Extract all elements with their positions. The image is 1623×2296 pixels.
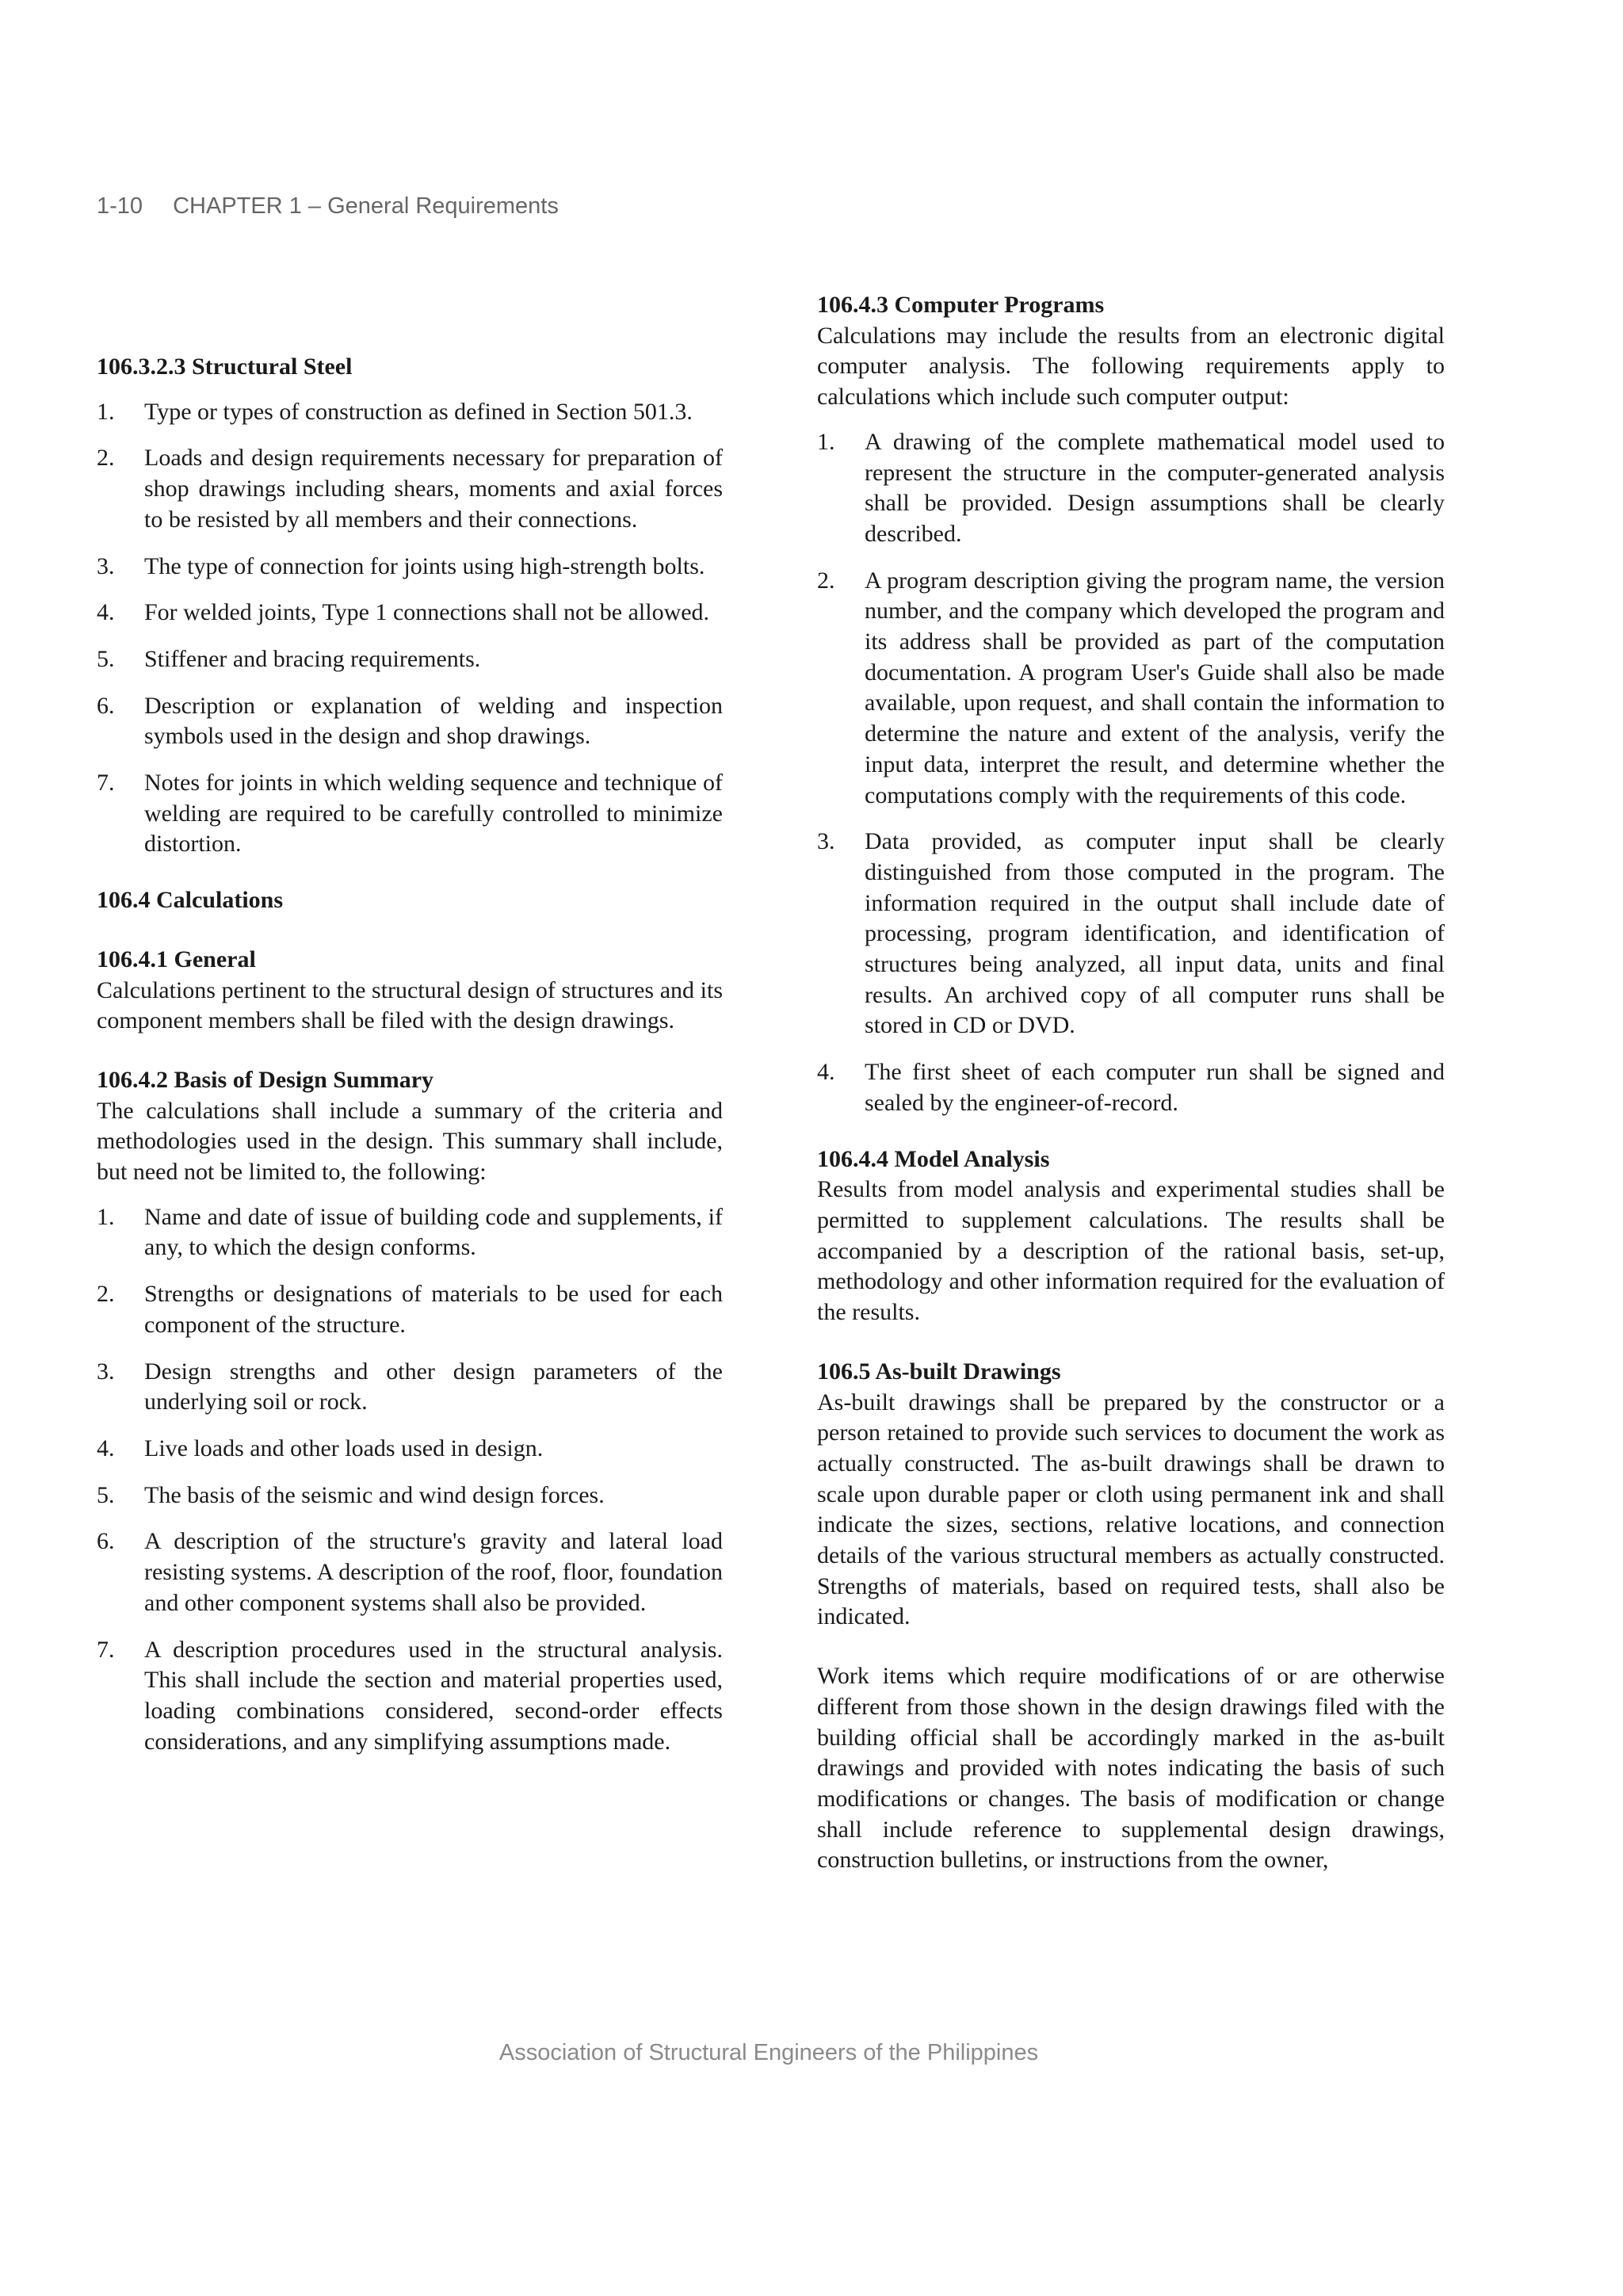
list-item-text: Notes for joints in which welding sequence and technique of welding are required to be carefully controlled to minimize distortion.: [144, 770, 723, 858]
list-item: [97, 691, 723, 752]
computer-programs-paragraph: Calculations may include the results from an electronic digital computer analysis. The following requirements apply to calculations which include such computer output:: [817, 322, 1445, 411]
list-item-text: The first sheet of each computer run shall be signed and sealed by the engineer-of-record.: [865, 1059, 1445, 1116]
list-item: [817, 1057, 1445, 1118]
list-item: [97, 397, 723, 428]
list-item-text: Description or explanation of welding and inspection symbols used in the design and shop drawings.: [144, 692, 723, 750]
list-item-number: 5.: [97, 1481, 115, 1508]
list-item-number: 3.: [817, 828, 835, 855]
list-item: [97, 443, 723, 535]
right-column: [817, 290, 1445, 1876]
list-item-number: 1.: [817, 428, 835, 455]
list-item-text: A description of the structure's gravity and lateral load resisting systems. A description of the roof, floor, foundation and other component systems shall also be provided.: [144, 1528, 723, 1616]
left-column: [97, 352, 723, 1773]
list-item-number: 7.: [97, 770, 115, 797]
list-item: [97, 1357, 723, 1418]
list-item: [97, 1279, 723, 1340]
list-item-number: 6.: [97, 1528, 115, 1555]
list-item: [97, 1202, 723, 1263]
list-item-number: 6.: [97, 692, 115, 719]
list-item-number: 2.: [817, 567, 835, 594]
list-item: [817, 566, 1445, 812]
page-number: 1-10: [97, 193, 143, 219]
list-item-text: The basis of the seismic and wind design forces.: [144, 1481, 605, 1508]
list-item-text: Name and date of issue of building code and supplements, if any, to which the design conforms.: [144, 1203, 723, 1261]
list-item: [97, 552, 723, 583]
list-item-number: 7.: [97, 1636, 115, 1663]
list-item-text: Stiffener and bracing requirements.: [144, 645, 481, 672]
basis-of-design-list: [97, 1202, 723, 1758]
list-item: [817, 427, 1445, 550]
list-item: [97, 644, 723, 675]
running-header: [97, 193, 559, 220]
list-item-text: A program description giving the program name, the version number, and the company which developed the program and its address shall be provided as part of the computation documentation. A program User's Guide shall also be made available, upon request, and shall contain the information to determine the nature and extent of the analysis, verify the input data, interpret the result, and determine whether the computations comply with the requirements of this code.: [865, 567, 1445, 808]
list-item-text: Strengths or designations of materials to be used for each component of the structure.: [144, 1281, 723, 1338]
list-item: [97, 1526, 723, 1618]
list-item-text: A description procedures used in the structural analysis. This shall include the section and material properties used, loading combinations considered, second-order effects considerations, and any simplifying assumptions made.: [144, 1636, 723, 1755]
list-item-text: The type of connection for joints using high-strength bolts.: [144, 552, 705, 579]
list-item-number: 4.: [97, 599, 115, 626]
list-item-number: 4.: [817, 1059, 835, 1086]
section-heading-106-4: 106.4 Calculations: [97, 887, 284, 914]
list-item-text: For welded joints, Type 1 connections shall not be allowed.: [144, 599, 710, 626]
section-heading-106-5: 106.5 As-built Drawings: [817, 1358, 1061, 1385]
chapter-title: CHAPTER 1 – General Requirements: [173, 193, 559, 219]
list-item-text: Loads and design requirements necessary for preparation of shop drawings including shears, moments and axial forces to be resisted by all members and their connections.: [144, 445, 723, 533]
list-item-text: Live loads and other loads used in design.: [144, 1435, 544, 1461]
section-heading-106-4-1: 106.4.1 General: [97, 946, 256, 972]
section-heading-106-3-2-3: 106.3.2.3 Structural Steel: [97, 353, 353, 380]
structural-steel-list: [97, 397, 723, 860]
list-item: [97, 1635, 723, 1758]
list-item-number: 3.: [97, 552, 115, 579]
list-item-number: 1.: [97, 1203, 115, 1230]
section-heading-106-4-3: 106.4.3 Computer Programs: [817, 292, 1105, 318]
list-item-text: A drawing of the complete mathematical model used to represent the structure in the computer-generated analysis shall be provided. Design assumptions shall be clearly described.: [865, 428, 1445, 547]
page-footer: Association of Structural Engineers of the Philippines: [498, 2040, 1039, 2065]
section-heading-106-4-4: 106.4.4 Model Analysis: [817, 1145, 1050, 1172]
computer-programs-list: [817, 427, 1445, 1119]
list-item: [97, 768, 723, 860]
list-item: [97, 598, 723, 628]
section-heading-106-4-2: 106.4.2 Basis of Design Summary: [97, 1066, 434, 1093]
list-item: [97, 1434, 723, 1465]
list-item-text: Type or types of construction as defined in Section 501.3.: [144, 398, 693, 425]
as-built-paragraph-2: Work items which require modifications of or are otherwise different from those shown in the design drawings filed with the building official shall be accordingly marked in the as-built drawings and provided with notes indicating the basis of such modifications or changes. The basis of modification or change shall include reference to supplemental design drawings, construction bulletins, or instructions from the owner,: [817, 1663, 1445, 1874]
list-item-text: Design strengths and other design parameters of the underlying soil or rock.: [144, 1358, 723, 1415]
list-item-number: 4.: [97, 1435, 115, 1461]
list-item-number: 2.: [97, 1281, 115, 1308]
list-item-number: 5.: [97, 645, 115, 672]
list-item-number: 3.: [97, 1358, 115, 1385]
basis-of-design-paragraph: The calculations shall include a summary of the criteria and methodologies used in the design. This summary shall include, but need not be limited to, the following:: [97, 1097, 723, 1186]
list-item-text: Data provided, as computer input shall be clearly distinguished from those computed in the program. The information required in the output shall include date of processing, program identification, and identification of structures being analyzed, all input data, units and final results. An archived copy of all computer runs shall be stored in CD or DVD.: [865, 828, 1445, 1039]
as-built-paragraph-1: As-built drawings shall be prepared by the constructor or a person retained to provide such services to document the work as actually constructed. The as-built drawings shall be drawn to scale upon durable paper or cloth using permanent ink and shall indicate the sizes, sections, relative locations, and connection details of the various structural members as actually constructed. Strengths of materials, based on required tests, shall also be indicated.: [817, 1389, 1445, 1630]
list-item: [817, 827, 1445, 1041]
list-item-number: 2.: [97, 445, 115, 472]
list-item-number: 1.: [97, 398, 115, 425]
general-paragraph: Calculations pertinent to the structural design of structures and its component members shall be filed with the design drawings.: [97, 976, 723, 1034]
list-item: [97, 1480, 723, 1511]
model-analysis-paragraph: Results from model analysis and experimental studies shall be permitted to supplement calculations. The results shall be accompanied by a description of the rational basis, set-up, methodology and other information required for the evaluation of the results.: [817, 1176, 1445, 1326]
